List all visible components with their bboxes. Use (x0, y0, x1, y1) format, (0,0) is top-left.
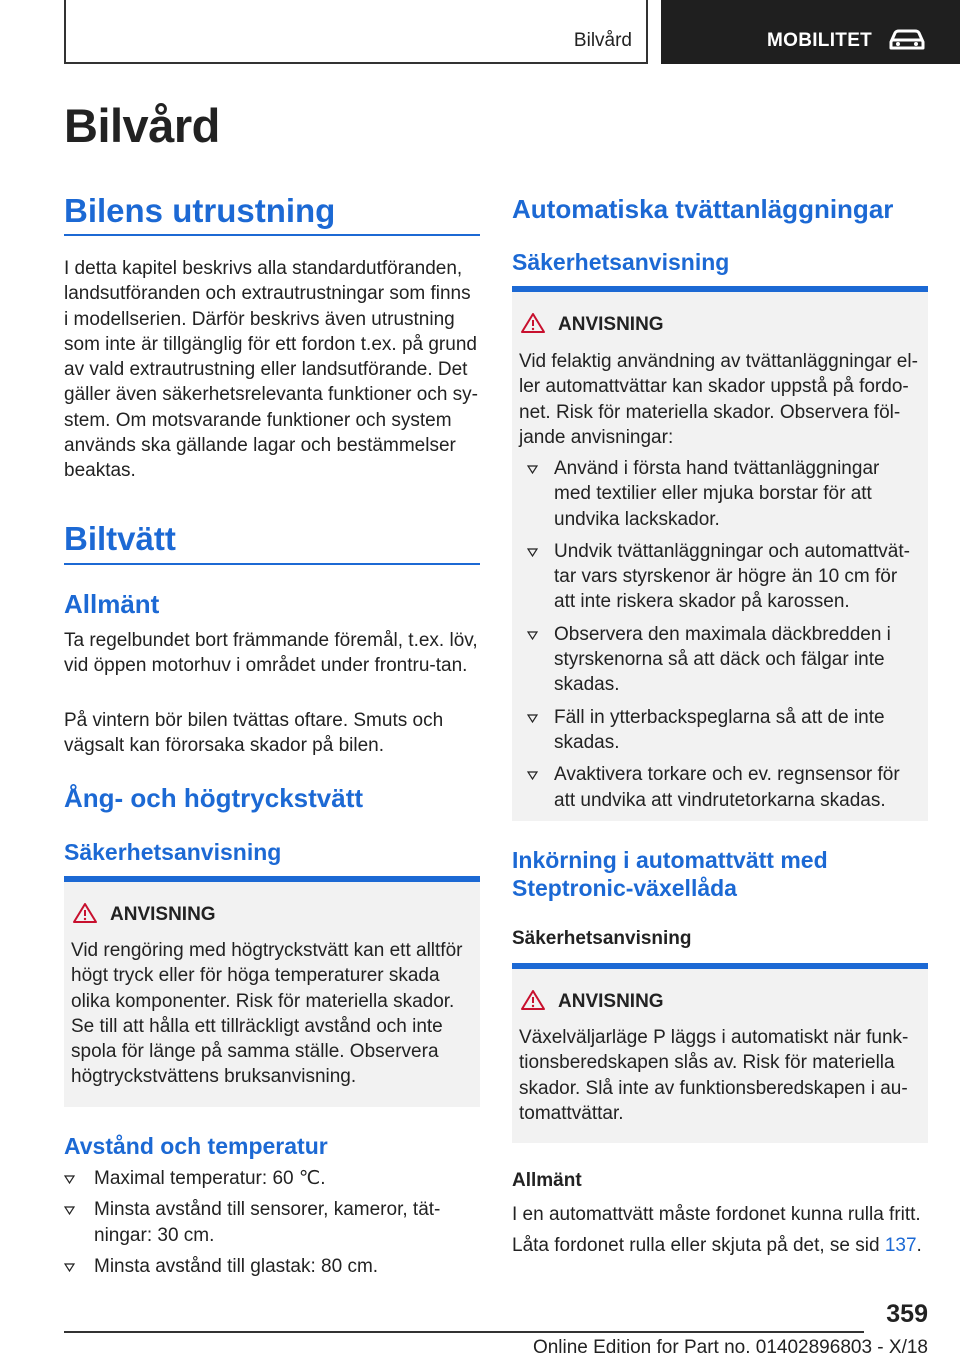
heading-avstand-temperatur: Avstånd och temperatur (64, 1133, 328, 1159)
warning-box (512, 963, 928, 1143)
warning-triangle-icon (520, 312, 546, 334)
page-title: Bilvård (64, 99, 220, 152)
warning-bullet-list (519, 456, 919, 813)
triangle-bullet-icon (64, 1263, 75, 1272)
footer-edition: Online Edition for Part no. 01402896803 - X/18 (532, 1337, 928, 1358)
paragraph-allmant-2: Låta fordonet rulla eller skjuta på det, se sid 137. (512, 1235, 922, 1256)
header-section-box (64, 0, 648, 64)
paragraph-utrustning: I detta kapitel beskrivs alla standardutföranden, landsutföranden och extrautrustningar som finns i modellserien. Därför beskrivs även utrustning som inte är tillgänglig för ett fordon t.ex. på grund av vald extrautrustning eller landsutförande. Det gäller även säkerhetsrelevanta funktioner och sy-stem. Om motsvarande funktioner och system används ska gällande lagar och bestämmelser beaktas. (64, 258, 479, 482)
bullet-list (64, 1166, 480, 1279)
heading-automatiska-tvattanlaggningar: Automatiska tvättanläggningar (512, 194, 894, 224)
warning-title: ANVISNING (558, 314, 664, 335)
list-item: Observera den maximala däckbredden i styrskenorna så att däck och fälgar inte skadas. (519, 622, 919, 698)
heading-ang-hogtryck: Ång- och högtryckstvätt (64, 783, 364, 813)
list-item: Fäll in ytterbackspeglarna så att de inte skadas. (519, 705, 919, 756)
heading-biltvatt: Biltvätt (64, 520, 176, 557)
triangle-bullet-icon (527, 631, 538, 640)
warning-triangle-icon (72, 902, 98, 924)
warning-title: ANVISNING (110, 904, 216, 925)
header-chapter-box (661, 0, 960, 64)
heading-sakerhetsanvisning-small: Säkerhetsanvisning (512, 928, 692, 949)
page-reference-link[interactable]: 137 (884, 1235, 917, 1256)
page-number: 359 (886, 1300, 928, 1328)
header-section-label: Bilvård (573, 30, 632, 51)
warning-text: Vid felaktig användning av tvättanläggningar el-ler automattvättar kan skador uppstå på fordo-net. Risk för materiella skador. Observera föl-jande anvisningar: (519, 351, 918, 448)
warning-triangle-icon (520, 989, 546, 1011)
warning-box (64, 876, 480, 1107)
heading-sakerhetsanvisning: Säkerhetsanvisning (512, 249, 730, 275)
heading-inkorning-automattvatt: Inkörning i automattvätt med Steptronic-växellåda (512, 847, 828, 901)
heading-rule (64, 563, 480, 565)
list-item: Minsta avstånd till sensorer, kameror, tät-ningar: 30 cm. (64, 1197, 480, 1248)
list-item: Undvik tvättanläggningar och automattvät-tar vars styrskenor är högre än 10 cm för att inte riskera skador på karossen. (519, 539, 919, 615)
paragraph-allmant-1: Ta regelbundet bort främmande föremål, t.ex. löv, vid öppen motorhuv i området under frontru-tan. (64, 630, 478, 677)
triangle-bullet-icon (527, 771, 538, 780)
list-item: Minsta avstånd till glastak: 80 cm. (64, 1254, 480, 1279)
car-icon (887, 28, 927, 52)
list-item: Avaktivera torkare och ev. regnsensor för att undvika att vindrutetorkarna skadas. (519, 762, 919, 813)
triangle-bullet-icon (64, 1175, 75, 1184)
footer-rule (64, 1331, 864, 1333)
heading-allmant: Allmänt (64, 589, 160, 619)
triangle-bullet-icon (527, 465, 538, 474)
warning-box (512, 286, 928, 821)
triangle-bullet-icon (527, 714, 538, 723)
paragraph-allmant-1: I en automattvätt måste fordonet kunna rulla fritt. (512, 1204, 921, 1225)
heading-bilens-utrustning: Bilens utrustning (64, 192, 336, 229)
warning-text: Växelväljarläge P läggs i automatiskt när funk-tionsberedskapen slås av. Risk för materiella skador. Slå inte av funktionsberedskapen i au-tomattvättar. (519, 1027, 909, 1124)
warning-title: ANVISNING (558, 991, 664, 1012)
triangle-bullet-icon (64, 1206, 75, 1215)
header-chapter-label: MOBILITET (767, 30, 873, 51)
triangle-bullet-icon (527, 548, 538, 557)
warning-text: Vid rengöring med högtryckstvätt kan ett alltför högt tryck eller för höga temperaturer skada olika komponenter. Risk för materiella skador. Se till att hålla ett tillräckligt avstånd och inte spola för länge på samma ställe. Observera högtryckstvättens bruksanvisning. (71, 940, 463, 1088)
list-item: Maximal temperatur: 60 ℃. (64, 1166, 480, 1191)
paragraph-allmant-2: På vintern bör bilen tvättas oftare. Smuts och vägsalt kan förorsaka skador på bilen. (64, 710, 444, 757)
list-item: Använd i första hand tvättanläggningar med textilier eller mjuka borstar för att undvika lackskador. (519, 456, 919, 532)
heading-rule (64, 234, 480, 236)
heading-sakerhetsanvisning: Säkerhetsanvisning (64, 839, 282, 865)
heading-allmant-small: Allmänt (512, 1170, 582, 1191)
